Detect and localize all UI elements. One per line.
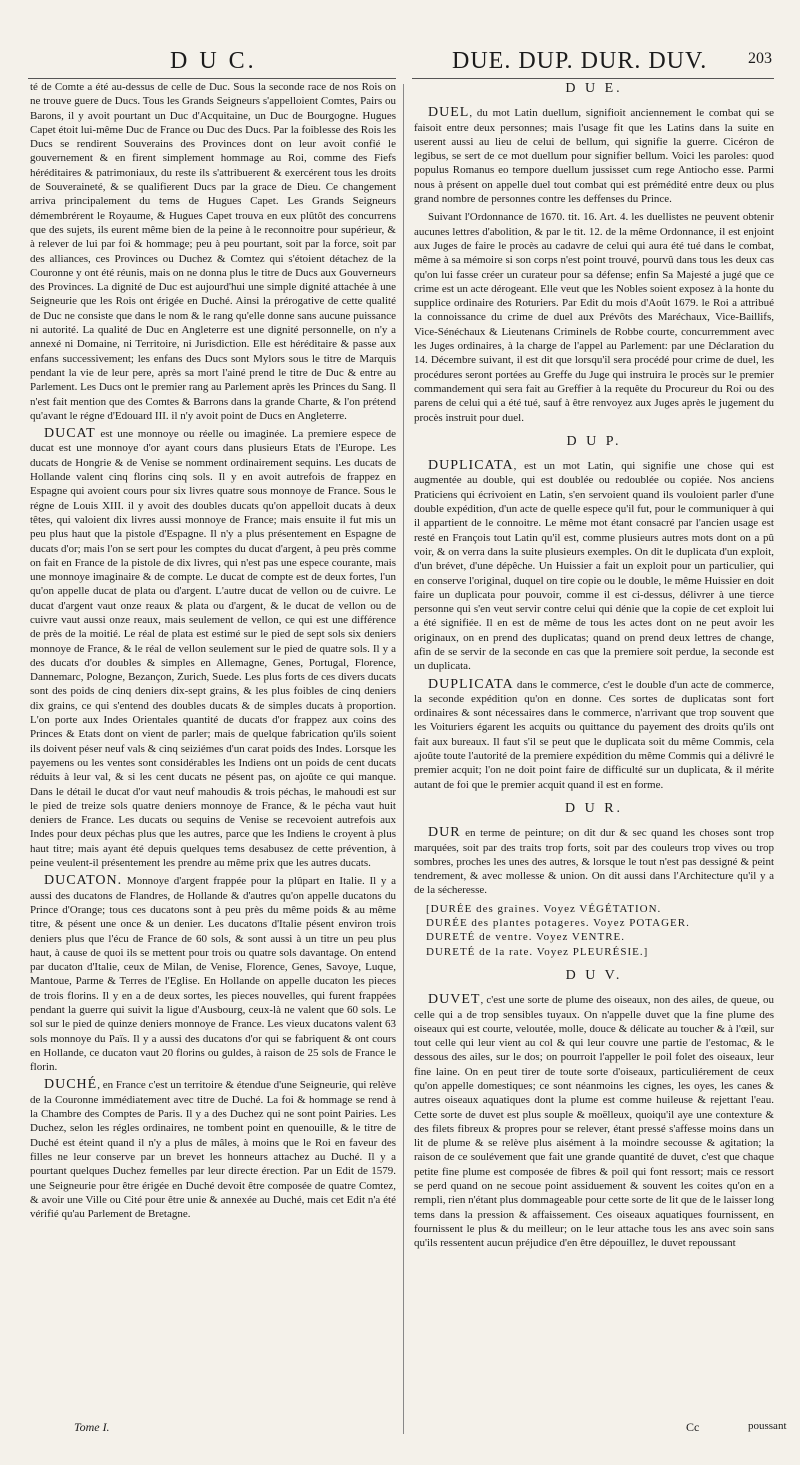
- entry-duel: [414, 106, 774, 206]
- cross-reference-item: [DURÉE des graines. Voyez VÉGÉTATION.: [426, 902, 662, 915]
- entry-body-duplicata: , est un mot Latin, qui signifie une chose qui est augmentée au double, qui est doublée ou redoublée ou copiée. Nos anciens Praticiens qui écrivoient en Latin, s'en servoient quand ils vouloient parler d'une double expédition, d'un acte de quelle espece qu'il fut, pour le communiquer à qui il appartient de le connoitre. Le même mot étant consacré par l'ancien usage est resté en François tout Latin qu'il est, comme plusieurs autres mots dont on a pû voir, & on verra dans la suite plusieurs exemples. On dit le duplicata d'un exploit, d'un brévet, d'une dépêche. Un Huissier a fait un exploit pour un particulier, qui en conserve l'original, duquel on tire copie ou le double, le même Huissier en doit faire un duplicata pour pouvoir, comme il est ci-dessus, délivrer à une tierce personne qui s'en veut servir contre celui qui dénie que la copie de cet exploit lui a été signifiée. Il en est de même de tous les actes dont on ne peut avoir les originaux, on en prend des duplicatas; quand on prend deux lettres de change, afin de se servir de la seconde en cas que la premiere soit perdue, la seconde est un duplicata.: [414, 460, 774, 673]
- entry-duplicata-commerce: [414, 678, 774, 792]
- cross-reference-list: [414, 902, 774, 959]
- entry-head-ducat: DUCAT: [44, 426, 96, 442]
- section-title-due: D U E.: [565, 81, 623, 96]
- entry-duplicata: [414, 459, 774, 673]
- entry-duel-ordonnance: Suivant l'Ordonnance de 1670. tit. 16. Art. 4. les duellistes ne peuvent obtenir aucunes lettres d'abolition, & par le tit. 12. de la même Ordonnance, il est enjoint aux Juges de faire le procès au cadavre de celui qui aura été tué dans le combat, même à sa mémoire si son corps n'est point trouvé, pourvû dans tous les deux cas qu'on lui fasse créer un curateur pour sa défense; enfin Sa Majesté a jugé que ce crime est un acte dérogeant. Elle veut que les Nobles soient exposez à la honte du supplice ordinaire des Roturiers. Par Edit du mois d'Août 1679. le Roi a attribué la connoissance du crime de duel aux Prévôts des Maréchaux, Vice-Baillifs, Vice-Sénéchaux & Lieutenans Criminels de Robbe courte, concurremment avec les Juges ordinaires, à la charge de l'appel au Parlement: par une Déclaration du 14. Décembre suivant, il est dit que lorsqu'il sera procédé pour crime de duel, les procédures seront portées au Greffe du Juge qui instruira le procès sur le premier commandement qui sera fait au Greffier à la requête du Procureur du Roi ou des parens de celui qui a été tué, sauf à être renvoyez aux Juges après le jugement du procès instruit pour duel.: [414, 211, 774, 424]
- entry-head-duel: DUEL: [428, 105, 470, 121]
- section-title-duv: D U V.: [565, 967, 623, 983]
- signature-mark: Cc: [686, 1420, 700, 1434]
- cross-reference-item: DURETÉ de ventre. Voyez VENTRE.: [426, 931, 626, 944]
- entry-body-ducaton: Monnoye d'argent frappée pour la plûpart en Italie. Il y a aussi des ducatons de Flandres, de Hollande & d'autres qu'on appelle ducatons du Prince d'Orange; tous ces ducatons sont à peu près du même poids & au même titre, & pésent une once & un denier. Les ducatons d'Italie pésent environ trois deniers plus que l'écu de France de 60 sols, & sont aussi à un titre un peu plus haut, à cause de quoi ils se mettent pour trois ou quatre sols davantage. On entend par ducaton d'Italie, ceux de Milan, de Venise, Florence, Genes, Savoye, Luque, Mantoue, Parme & Terres de l'Eglise. En Hollande on appelle ducaton les pieces de trois florins. Il y en a de deux sortes, les pieces nouvelles, qui furent frappées pendant la guerre qui suivit la ligue d'Ausbourg, ceux-là ne valent que 60 sols. Le sol sur le pied de quinze deniers monnoye de France. Les vieux ducatons valent 63 sols monnoye du Païs. Il y a aussi des ducatons d'or qui se fabriquent & ont cours en Hollande, ce ducaton vaut 20 florins ou guldes, à raison de 25 sols de France le florin.: [30, 875, 396, 1074]
- entry-head-ducaton: DUCATON.: [44, 873, 123, 889]
- left-column: [30, 80, 396, 1225]
- cross-reference-item: DURETÉ de la rate. Voyez PLEURÉSIE.]: [426, 945, 649, 958]
- entry-duvet: [414, 993, 774, 1250]
- paragraph-duc-continued: té de Comte a été au-dessus de celle de Duc. Sous la seconde race de nos Rois on ne trouve guere de Ducs. Tous les Grands Seigneurs s'appelloient Comtes, Pairs ou Barons, il y avoit pourtant un Duc d'Acquitaine, un Duc de Bourgogne. Hugues Capet étoit lui-même Duc de France ou Duc des Ducs. Par la foiblesse des Rois les Ducs se rendirent Souverains des Provinces dont on leur avoit confié le gouvernement & en firent simplement hommage au Roi, comme des Fiefs héréditaires & patrimoniaux, du reste ils s'attribuerent & exercérent tous les droits de Souveraineté, & se qualifierent Ducs par la grace de Dieu. Ce changement arriva principalement du tems de Hugues Capet. Les Grands Seigneurs démembrérent le Royaume, & Hugues Capet trouva en eux plûtôt des concurrens que des sujets, ils eurent même bien de la peine à le reconnoitre pour supérieur, & à relever de lui par foi & hommage; peu à peu pourtant, soit par la force, soit par des alliances, ces Provinces ou Duchez & Comtez qui s'étoient détachez de la Couronne y ont été réunis, mais on ne donna plus le titre de Ducs aux Gouverneurs des Provinces. La dignité de Duc est aujourd'hui une simple dignité attachée à une Seigneurie que les Rois ont érigée en Duché. Ainsi la prérogative de cette qualité de Duc ne consiste que dans le nom & le rang qu'elle donne sans aucune puissance ni autorité. La qualité de Duc en Angleterre est une dignité personnelle, on n'y a annexé ni Domaine, ni Territoire, ni Jurisdiction. Elle est héréditaire & passe aux enfans successivement; les enfans des Ducs sont Mylors sous le titre de Marquis pendant la vie de leur pere, après sa mort l'ainé prend le titre de Duc & entre au Parlement. Les Ducs ont le premier rang au Parlement après les Princes du Sang. Il n'est fait mention que des Comtes & Barrons dans la grande Charte, & l'on prétend qu'avant le régne d'Edouard III. il n'y avoit point de Ducs en Angleterre.: [30, 81, 396, 422]
- entry-dur: [414, 826, 774, 897]
- page-number: 203: [748, 50, 772, 67]
- entry-duche: [30, 1078, 396, 1221]
- column-divider: [403, 84, 404, 1434]
- right-column: [414, 80, 774, 1255]
- entry-ducaton: [30, 874, 396, 1074]
- entry-head-duplicata-commerce: DUPLICATA: [428, 676, 514, 692]
- entry-body-dur: en terme de peinture; on dit dur & sec quand les choses sont trop marquées, soit par des traits trop forts, soit par des couleurs trop vives ou trop sombres, proches les unes des autres, & lorsque le tout n'est pas dessigné & peint tendrement, & avec mollesse & union. On dit aussi dans l'Architecture qu'il y a de la sécheresse.: [414, 827, 775, 897]
- entry-head-duche: DUCHÉ: [44, 1077, 98, 1093]
- entry-body-duel: , du mot Latin duellum, signifioit anciennement le combat qui se faisoit entre deux personnes; mais l'usage fit que les Latins dans la suite en userent aussi au lieu de celui de bellum, qui signifie la guerre. Cicéron de legibus, se sert de ce mot duellum pour signifier bellum. Voici les paroles: quod populus Romanus eo tempore duellum jussisset cum rege Antiocho esse. Parmi nous à présent on appelle duel tout combat qui est prémédité entre deux ou plus grand nombre de personnes contre les deffenses du Prince.: [414, 107, 774, 206]
- catchword: poussant: [748, 1420, 787, 1432]
- entry-body-duche: , en France c'est un territoire & étendue d'une Seigneurie, qui relève de la Couronne immédiatement avec titre de Duché. La foi & hommage se rend à la Chambre des Comptes de Paris. Il y a des Duchez qui ne sont point Pairies. Les Duchez, selon les régles ordinaires, ne tombent point en quenouille, & le titre de Duché est éteint quand il n'y a plus de mâles, à moins que le Roi en faveur des filles ne leur conserve par un brevet les honneurs attachez au Duché. Il y a pourtant quelques Duchez femelles par leur directe érection. Par un Edit de 1579. une Seigneurie pour être érigée en Duché devoit être composée de quatre Comtez, & avoir une Ville ou Cité pour être unie & annexée au Duché, mais cet Edit n'a été vérifié qu'au Parlement de Bretagne.: [30, 1079, 396, 1221]
- entry-ducat: [30, 427, 396, 870]
- entry-head-duplicata: DUPLICATA: [428, 458, 514, 474]
- section-title-dur: D U R.: [564, 800, 624, 816]
- running-head-right: DUE. DUP. DUR. DUV.: [452, 48, 708, 74]
- cross-reference-item: DURÉE des plantes potageres. Voyez POTAGER.: [426, 917, 690, 930]
- running-head-left: D U C.: [170, 48, 257, 74]
- entry-head-duvet: DUVET: [428, 992, 481, 1008]
- entry-body-ducat: est une monnoye ou réelle ou imaginée. La premiere espece de ducat est une monnoye d'or ayant cours dans plusieurs Etats de l'Europe. Les ducats de Hongrie & de Venise se nomment ordinairement sequins. Les ducats de Hollande valent cinq florins cinq sols. Il y en avoit autrefois de frappez en Espagne qui avoient cours pour six livres quatre sous monnoye de France. Sous le régne de Louis XIII. il y avoit des doubles ducats qu'on appelloit ducats à deux têtes, qui valoient dix livres aussi monnoye de France; mais ensuite il fut mis un peu plus haut que la pistole d'Espagne. Il n'y a plus présentement en Espagne de ducats d'or; mais l'on se sert pour les comptes du ducat d'argent, à peu près comme on fait en France de la pistole de dix livres, qui n'est pas une espece courante, mais une monnoye imaginaire & de compte. Le ducat de compte est de deux fortes, l'un qu'on appelle ducat de plata ou d'argent. L'autre ducat de vellon ou de cuivre. Le ducat d'argent vaut onze reaux & plata ou d'argent, & le ducat de vellon ou de cuivre vaut aussi onze reaux, mais seulement de vellon, ce qui est une différence de près de la moitié. Le réal de plata est estimé sur le pied de sept sols six deniers monnoye de France, & le réal de vellon seulement sur le pied de quatre sols. Il y a des ducats d'or doubles & simples en Allemagne, Genes, Portugal, Florence, Dannemarc, Pologne, Bezançon, Zurich, Suede. Les plus forts de ces divers ducats sont des poids de cinq deniers dix-sept grains, & les plus foibles de cinq deniers dix grains, ce qui s'entend des doubles ducats & de simples ducats à proportion. L'on porte aux Indes Orientales quantité de ducats d'or frappez aux coins des Princes & Etats dont on vient de parler; mais de quelque fabrication qu'ils soient ils doivent péser neuf vals & cinq seiziémes d'un carat poids des Indes. Lorsque les payemens ou les ventes sont considérables les Indiens ont un poids de cent ducats réduits à leur val, & si les cent ducats ne pésent pas, on ajoûte ce qui manque. Dans le détail le ducat d'or vaut neuf mahoudis & trois péchas, le mahoudi est sur le pied de treize sols quatre deniers monnoye de France, & le pécha vaut huit deniers de France. Les ducats ou sequins de Venise se recevoient autrefois aux Indes pour deux péchas plus que les autres, parce que les Indiens le croyent à plus haut titre; mais ayant été depuis quelques tems desabusez de cette prévention, à peine veulent-il présentement les prendre au même prix que les autres ducats.: [30, 428, 396, 870]
- entry-body-duplicata-commerce: dans le commerce, c'est le double d'un acte de commerce, la seconde expédition qu'on en donne. Ces sortes de duplicatas sont fort ordinaires & sont nécessaires dans le commerce, n'arrivant que trop souvent que les Voituriers égarent les acquits ou quittance du payement des droits qu'ils ont fait aux bureaux. Il faut s'il se peut que le duplicata soit du même Commis, cela ajoûte toute l'autorité de la premiere expédition du même Commis qui a délivré le premier acquit; l'on ne doit point faire de difficulté sur un duplicata, & il mérite autant de foi que le premier acquit quand il est en forme.: [414, 678, 775, 791]
- volume-footer: Tome I.: [74, 1420, 110, 1434]
- entry-body-duvet: , c'est une sorte de plume des oiseaux, non des ailes, de queue, ou celle qui a de trop sensibles tuyaux. On n'appelle duvet que la fine plume des oiseaux qui est courte, veloutée, molle, douce & délicate au toucher & à l'œil, sur tout celle qui leur vient au col & qui leur couvre une partie de l'estomac, & le dessous des ailes, sur le dos; on pourroit l'appeller le poil folet des oiseaux, leur fine laine. On en peut tirer de toute sorte d'oiseaux, particuliérement de ceux qu'on appelle domestiques; ce sont néanmoins les cignes, les oyes, les canes & autres oiseaux aquatiques dont la plume est comme huileuse & rejettant l'eau. Cette sorte de duvet est plus souple & moëlleux, quoiqu'il aye une contexture & des filets fibreux & propres pour se relever, étant pressé s'affesse moins dans un lit de plume & se relève plus aisément à la moindre secousse & agitation; la raison de ce soulévement que fait une grande quantité de duvet, c'est que chaque petite fine plume est composée de fibres & poil qui font ressort; mais ce ressort se perd quand on ne secoue point assiduement & souvent les coites qu'on en a rempli, rien n'étant plus dommageable pour cette sorte de lit que de le laisser long tems dans la pression & affaissement. Ces oiseaux aquatiques fournissent, en fournissent le plus & du meilleur; on le leur attache tous les ans avec soin sans qu'ils ressentent aucun préjudice d'en être dépouillez, le duvet repoussant: [414, 994, 774, 1250]
- header-rule-left: [28, 78, 396, 79]
- section-title-dup: D U P.: [566, 433, 622, 449]
- entry-head-dur: DUR: [428, 825, 461, 841]
- header-rule-right: [412, 78, 774, 79]
